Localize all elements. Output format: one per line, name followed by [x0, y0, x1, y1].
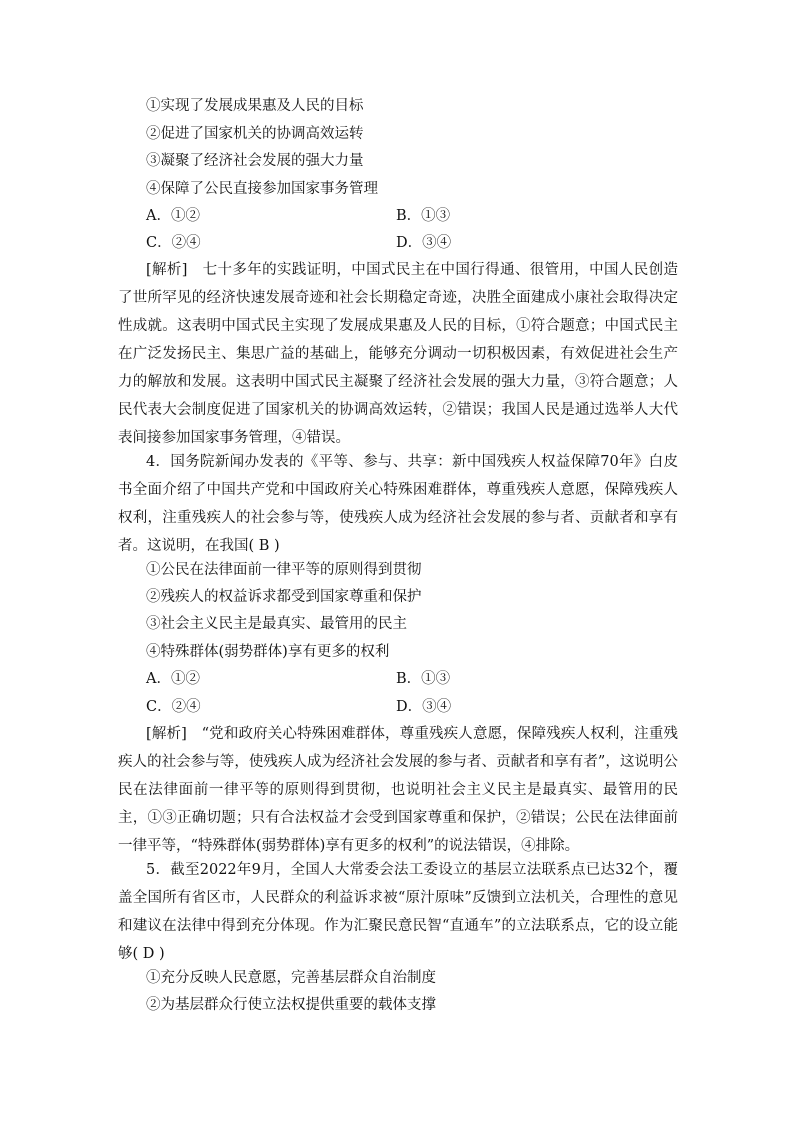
- q4-stem: [118, 448, 678, 560]
- q3-choice-d: D．③④: [396, 235, 452, 251]
- q5-option-2: ②为基层群众行使立法权提供重要的载体支撑: [146, 997, 436, 1013]
- q3-analysis-text: [解析] 七十多年的实践证明，中国式民主在中国行得通、很管用，中国人民创造了世所罕见的经济快速发展奇迹和社会长期稳定奇迹，决胜全面建成小康社会取得决定性成就。这表明中国式民主实现了发展成果惠及人民的目标，①符合题意；中国式民主在广泛发扬民主、集思广益的基础上，能够充分调动一切积极因素，有效促进社会生产力的解放和发展。这表明中国式民主凝聚了经济社会发展的强大力量，③符合题意；人民代表大会制度促进了国家机关的协调高效运转，②错误；我国人民是通过选举人大代表间接参加国家事务管理，④错误。: [118, 262, 678, 446]
- q3-option-2: ②促进了国家机关的协调高效运转: [146, 126, 364, 142]
- q3-option-3: ③凝聚了经济社会发展的强大力量: [146, 153, 364, 169]
- q4-analysis: [118, 720, 678, 860]
- q5-option-1: ①充分反映人民意愿，完善基层群众自治制度: [146, 970, 436, 986]
- q5-stem: [118, 856, 678, 968]
- q4-stem-text: 4．国务院新闻办发表的《平等、参与、共享：新中国残疾人权益保障70年》白皮书全面介绍了中国共产党和中国政府关心特殊困难群体，尊重残疾人意愿，保障残疾人权利，注重残疾人的社会参与等，使残疾人成为经济社会发展的参与者、贡献者和享有者。这说明，在我国( B ): [118, 454, 678, 554]
- q4-option-3: ③社会主义民主是最真实、最管用的民主: [146, 616, 407, 632]
- q4-choice-a: A．①②: [146, 671, 200, 687]
- q3-choice-c: C．②④: [146, 235, 201, 251]
- q4-choice-b: B．①③: [396, 671, 451, 687]
- q3-choice-b: B．①③: [396, 208, 451, 224]
- q3-choice-a: A．①②: [146, 208, 200, 224]
- q3-analysis: [118, 256, 678, 452]
- q4-option-4: ④特殊群体(弱势群体)享有更多的权利: [146, 644, 390, 660]
- q4-choice-d: D．③④: [396, 699, 452, 715]
- q4-analysis-text: [解析] “党和政府关心特殊困难群体，尊重残疾人意愿，保障残疾人权利，注重残疾人的社会参与等，使残疾人成为经济社会发展的参与者、贡献者和享有者”，这说明公民在法律面前一律平等的原则得到贯彻，也说明社会主义民主是最真实、最管用的民主，①③正确切题；只有合法权益才会受到国家尊重和保护，②错误；公民在法律面前一律平等，“特殊群体(弱势群体)享有更多的权利”的说法错误，④排除。: [118, 726, 678, 854]
- q5-stem-text: 5．截至2022年9月，全国人大常委会法工委设立的基层立法联系点已达32个，覆盖全国所有省区市，人民群众的利益诉求被“原汁原味”反馈到立法机关，合理性的意见和建议在法律中得到充分体现。作为汇聚民意民智“直通车”的立法联系点，它的设立能够( D ): [118, 862, 678, 962]
- q3-option-1: ①实现了发展成果惠及人民的目标: [146, 98, 364, 114]
- q3-option-4: ④保障了公民直接参加国家事务管理: [146, 181, 378, 197]
- q4-option-1: ①公民在法律面前一律平等的原则得到贯彻: [146, 562, 422, 578]
- q4-choice-c: C．②④: [146, 699, 201, 715]
- q4-option-2: ②残疾人的权益诉求都受到国家尊重和保护: [146, 589, 422, 605]
